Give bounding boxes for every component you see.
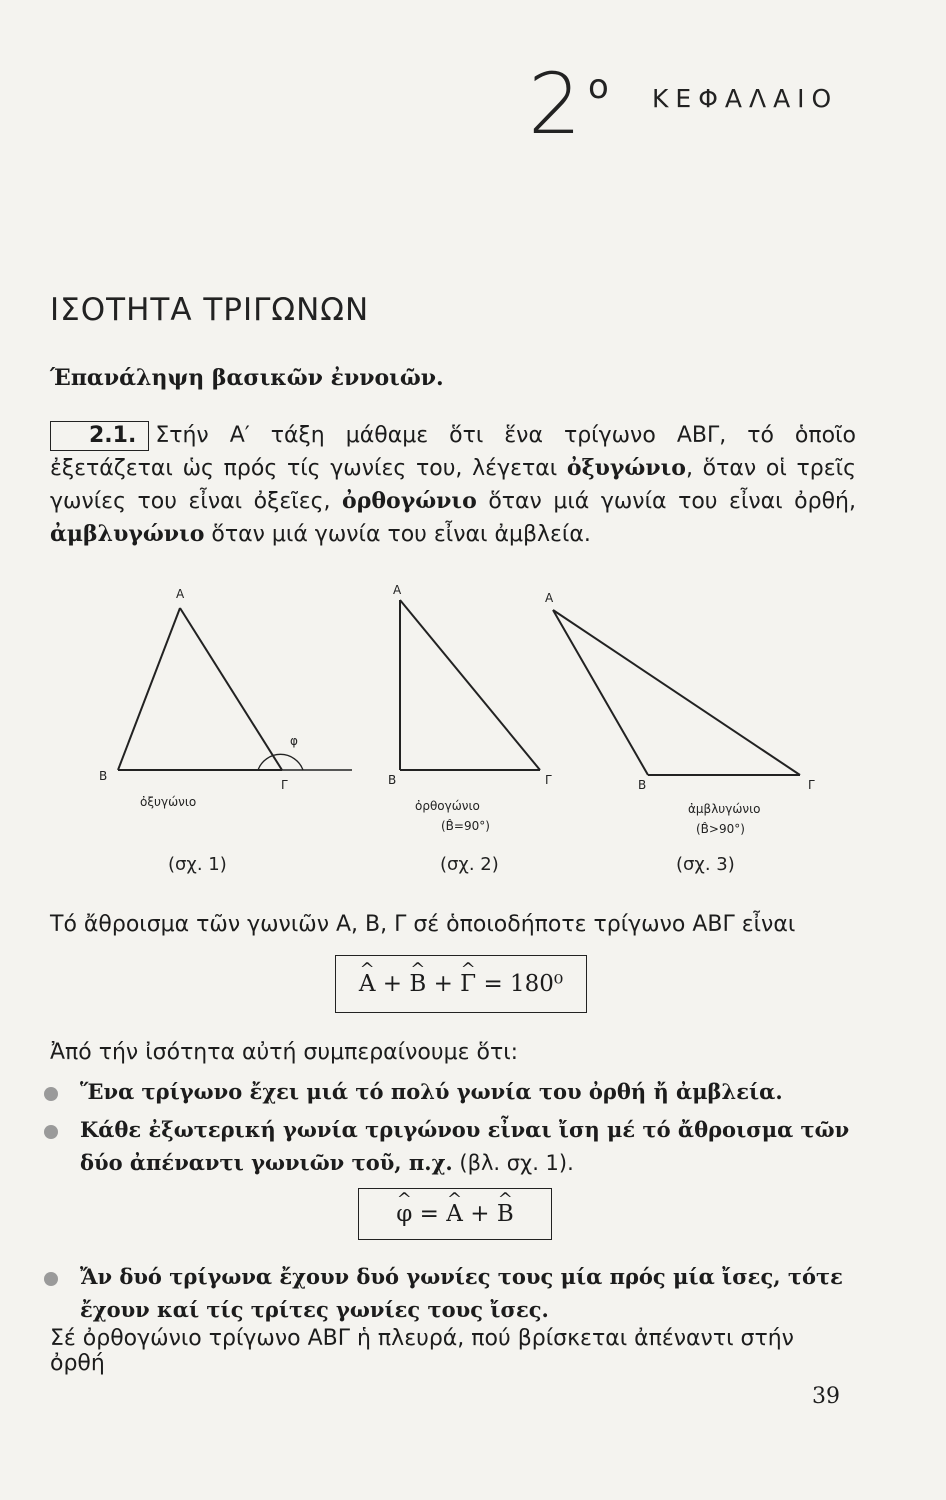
figure-obtuse-triangle [545,591,815,836]
paragraph-2-1 [50,420,856,551]
bullet-dot-icon [44,1272,58,1286]
bullet-2-text: Κάθε ἐξωτερική γωνία τριγώνου εἶναι ἴση μέ τό ἄθροισμα τῶν δύο ἀπέναντι γωνιῶν τοῦ, π.χ. [80,1117,850,1175]
angle-sum-sentence: Τό ἄθροισμα τῶν γωνιῶν Α, Β, Γ σέ ὁποιοδήποτε τρίγωνο ΑΒΓ εἶναι [50,912,796,937]
fig3-caption: (σχ. 3) [676,854,735,875]
formula-angle-sum: ^ A + ^ B + ^ Γ = 180⁰ [335,955,587,1013]
fig2-label-a: Α [393,583,402,597]
para-text-1: Στήν Α′ τάξη μάθαμε ὅτι ἕνα τρίγωνο ΑΒΓ, τό ὁποῖο ἐξετάζεται ὡς πρός τίς γωνίες του, λέγεται [50,423,856,481]
fig1-caption: (σχ. 1) [168,854,227,875]
fig2-label-g: Γ [545,773,552,787]
chapter-superscript: ο [588,67,609,107]
bullet-1 [44,1075,854,1108]
chapter-number: 2 [528,55,580,153]
section-title: ΙΣΟΤΗΤΑ ΤΡΙΓΩΝΩΝ [50,292,370,328]
para-text-2: , ὅταν οἱ τρεῖς γωνίες του εἶναι ὀξεῖες, [50,456,856,514]
term-amvlygonio: ἀμβλυγώνιο [50,521,205,547]
conclusion-intro: Ἀπό τήν ἰσότητα αὐτή συμπεραίνουμε ὅτι: [50,1040,519,1065]
triangle-figures [0,570,946,880]
last-line: Σέ ὀρθογώνιο τρίγωνο ΑΒΓ ἡ πλευρά, πού βρίσκεται ἀπέναντι στήν ὀρθή [50,1326,794,1376]
bullet-1-text: Ἕνα τρίγωνο ἔχει μιά τό πολύ γωνία του ὀρθή ἤ ἀμβλεία. [80,1079,783,1104]
fig3-label-g: Γ [808,778,815,792]
formula2-angle-b: ^ B [497,1189,514,1239]
fig3-name: ἀμβλυγώνιο [688,802,761,816]
fig2-caption: (σχ. 2) [440,854,499,875]
fig3-label-a: Α [545,591,554,605]
bullet-2 [44,1113,890,1180]
formula-exterior-angle: ^ φ = ^ A + ^ B [358,1188,552,1240]
formula2-phi: ^ φ [396,1189,412,1239]
fig2-cond: (B̂=90°) [441,819,490,833]
bullet-3-text: Ἄν δυό τρίγωνα ἔχουν δυό γωνίες τους μία πρός μία ἴσες, τότε ἔχουν καί τίς τρίτες γωνίες τους ἴσες. [80,1264,843,1322]
fig2-name: ὀρθογώνιο [415,799,480,813]
subsection-title: Έπανάληψη βασικῶν ἐννοιῶν. [50,365,444,391]
formula1-angle-a: ^ A [359,956,376,1012]
formula2-angle-a: ^ A [446,1189,463,1239]
para-text-4: ὅταν μιά γωνία του εἶναι ἀμβλεία. [204,522,591,547]
bullet-3 [44,1260,890,1326]
fig1-label-b: Β [99,769,108,783]
figure-right-triangle [388,583,552,833]
fig1-label-phi: φ [290,734,298,748]
bullet-dot-icon [44,1087,58,1101]
bullet-dot-icon [44,1125,58,1139]
fig1-name: ὀξυγώνιο [140,795,197,809]
chapter-word: ΚΕΦΑΛΑΙΟ [652,84,839,113]
fig2-label-b: Β [388,773,397,787]
fig1-label-g: Γ [281,778,288,792]
para-text-3: ὅταν μιά γωνία του εἶναι ὀρθή, [476,489,856,514]
page-number: 39 [812,1384,840,1409]
fig3-label-b: Β [638,778,647,792]
term-oxygonio: ὀξυγώνιο [566,455,686,481]
term-orthogonio: ὀρθογώνιο [342,488,477,514]
bullet-2-ref: (βλ. σχ. 1). [452,1151,574,1175]
fig1-label-a: Α [176,587,185,601]
paragraph-number: 2.1. [50,421,149,451]
formula1-result: = 180⁰ [476,971,564,997]
formula1-angle-b: ^ B [409,956,426,1012]
figure-acute-triangle [99,587,352,809]
fig3-cond: (B̂>90°) [696,822,745,836]
formula1-angle-g: ^ Γ [460,956,476,1012]
